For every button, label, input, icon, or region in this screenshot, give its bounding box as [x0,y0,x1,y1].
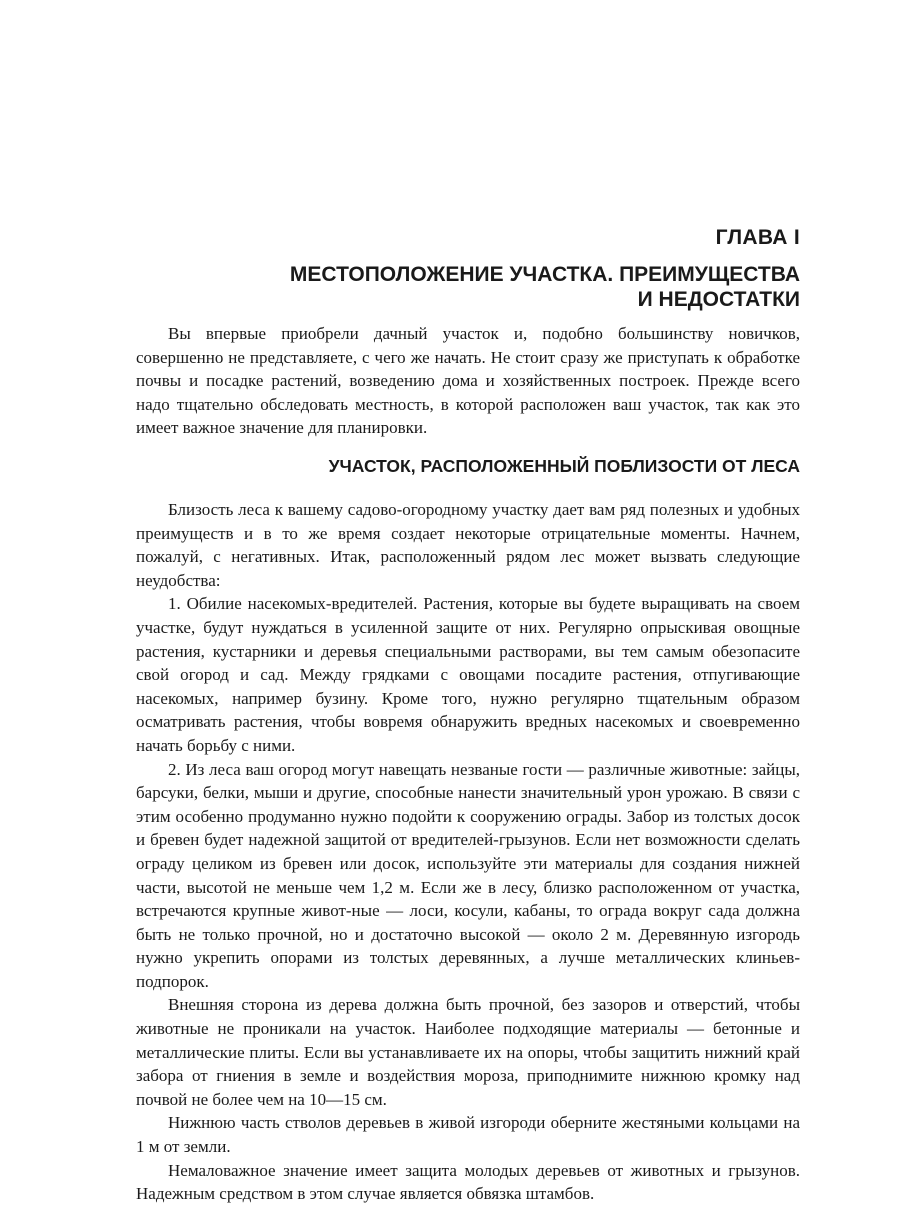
body-paragraph: Близость леса к вашему садово-огородному участку дает вам ряд полезных и удобных преимуществ и в то же время создает некоторые отрицательные моменты. Начнем, пожалуй, с негативных. Итак, расположенный рядом лес может вызвать следующие неудобства: [136,500,800,590]
body-paragraph: Внешняя сторона из дерева должна быть прочной, без зазоров и отверстий, чтобы животные не проникали на участок. Наиболее подходящие материалы — бетонные и металлические плиты. Если вы устанавливаете их на опоры, чтобы защитить нижний край забора от гниения в земле и воздействия мороза, приподнимите нижнюю кромку над почвой не более чем на 10—15 см. [136,995,800,1109]
body-paragraph: Немаловажное значение имеет защита молодых деревьев от животных и грызунов. Надежным средством в этом случае является обвязка штамбов. [136,1160,800,1204]
section-body [136,498,800,1206]
body-paragraph: Нижнюю часть стволов деревьев в живой изгороди оберните жестяными кольцами на 1 м от земли. [136,1113,800,1157]
section-title: УЧАСТОК, РАСПОЛОЖЕННЫЙ ПОБЛИЗОСТИ ОТ ЛЕСА [328,456,800,476]
body-paragraph: 1. Обилие насекомых-вредителей. Растения, которые вы будете выращивать на своем участке, будут нуждаться в усиленной защите от них. Регулярно опрыскивая овощные растения, кустарники и деревья специальными растворами, вы тем самым обезопасите свой огород и сад. Между грядками с овощами посадите растения, отпугивающие насекомых, например бузину. Кроме того, нужно регулярно тщательным образом осматривать растения, чтобы вовремя обнаружить вредных насекомых и своевременно начать борьбу с ними. [136,594,800,755]
intro-paragraph: Вы впервые приобрели дачный участок и, подобно большинству новичков, совершенно не представляете, с чего же начать. Не стоит сразу же приступать к обработке почвы и посадке растений, возведению дома и хозяйственных построек. Прежде всего надо тщательно обследовать местность, в которой расположен ваш участок, так как это имеет важное значение для планировки. [136,324,800,438]
chapter-title-line-1: МЕСТОПОЛОЖЕНИЕ УЧАСТКА. ПРЕИМУЩЕСТВА [289,263,800,286]
chapter-title [200,262,800,312]
intro-block [136,322,800,440]
book-page [136,0,800,1204]
body-paragraph: 2. Из леса ваш огород могут навещать незваные гости — различные животные: зайцы, барсуки, белки, мыши и другие, способные нанести значительный урон урожаю. В связи с этим особенно продуманно нужно подойти к сооружению ограды. Забор из толстых досок и бревен будет надежной защитой от вредителей-грызунов. Если нет возможности сделать ограду целиком из бревен или досок, используйте эти материалы для создания нижней части, высотой не меньше чем 1,2 м. Если же в лесу, близко расположенном от участка, встречаются крупные живот-ные — лоси, косули, кабаны, то ограда вокруг сада должна быть не только прочной, но и достаточно высокой — около 2 м. Деревянную изгородь нужно укрепить опорами из толстых деревянных, а лучше металлических клиньев-подпорок. [136,759,800,991]
chapter-title-line-2: И НЕДОСТАТКИ [637,288,800,311]
chapter-label: ГЛАВА I [715,226,800,249]
